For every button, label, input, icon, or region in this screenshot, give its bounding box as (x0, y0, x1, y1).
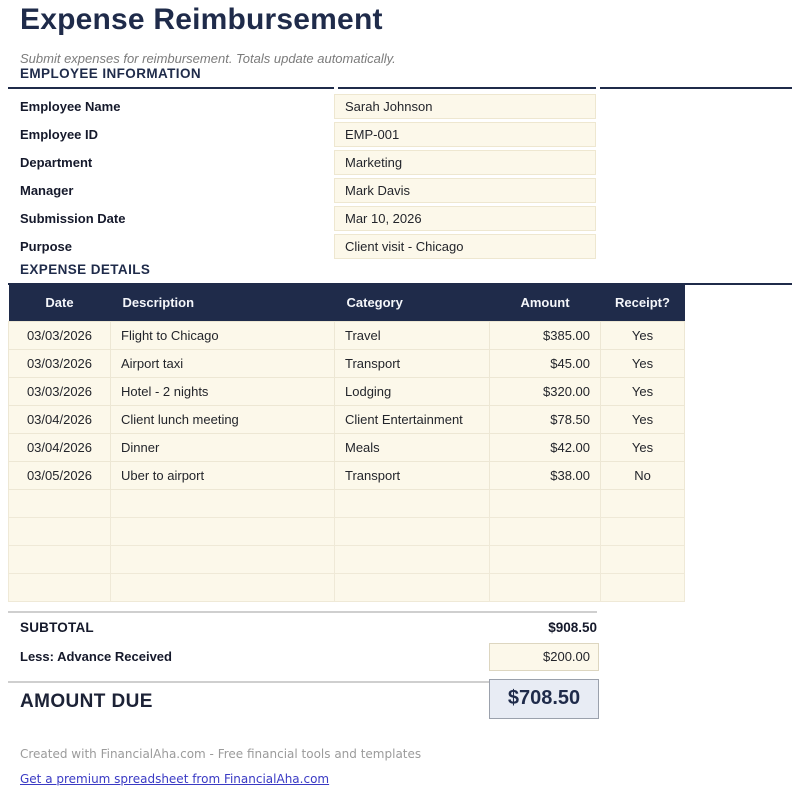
expense-cell-empty[interactable] (111, 517, 335, 545)
expense-cell-empty[interactable] (9, 573, 111, 601)
advance-received-row (8, 643, 792, 671)
department-input[interactable] (334, 150, 596, 175)
field-row-submission-date (8, 206, 792, 231)
amount-due-label: AMOUNT DUE (20, 690, 153, 712)
expense-cell-amount[interactable]: $385.00 (490, 321, 601, 349)
expense-cell-amount[interactable]: $78.50 (490, 405, 601, 433)
amount-due-row (8, 679, 792, 727)
expense-cell-empty[interactable] (111, 545, 335, 573)
expense-cell-empty[interactable] (335, 545, 490, 573)
expense-row-empty (9, 517, 685, 545)
expense-row (9, 405, 685, 433)
expense-cell-empty[interactable] (9, 489, 111, 517)
expense-cell-empty[interactable] (490, 517, 601, 545)
expense-cell-empty[interactable] (9, 517, 111, 545)
expense-cell-category[interactable]: Lodging (335, 377, 490, 405)
expense-cell-description[interactable]: Flight to Chicago (111, 321, 335, 349)
totals-section (8, 611, 792, 727)
page-footer (20, 747, 792, 787)
expense-cell-date[interactable]: 03/05/2026 (9, 461, 111, 489)
employee-information-section (8, 66, 792, 259)
expense-row (9, 433, 685, 461)
expense-cell-description[interactable]: Dinner (111, 433, 335, 461)
expense-cell-category[interactable]: Transport (335, 349, 490, 377)
expense-row-empty (9, 489, 685, 517)
column-header-amount: Amount (490, 285, 601, 321)
expense-cell-empty[interactable] (111, 573, 335, 601)
expense-cell-empty[interactable] (9, 545, 111, 573)
field-row-manager (8, 178, 792, 203)
employee-name-input[interactable] (334, 94, 596, 119)
manager-label: Manager (20, 183, 74, 198)
expense-details-section (8, 262, 792, 602)
expense-table-header-row (9, 285, 685, 321)
advance-received-label: Less: Advance Received (20, 649, 172, 664)
page-subtitle: Submit expenses for reimbursement. Totals update automatically. (20, 51, 396, 66)
department-label: Department (20, 155, 93, 170)
expense-row (9, 321, 685, 349)
expense-cell-description[interactable]: Airport taxi (111, 349, 335, 377)
expense-cell-amount[interactable]: $42.00 (490, 433, 601, 461)
column-header-description: Description (111, 285, 335, 321)
expense-row-empty (9, 573, 685, 601)
field-row-employee-id (8, 122, 792, 147)
expense-cell-description[interactable]: Uber to airport (111, 461, 335, 489)
expense-cell-date[interactable]: 03/03/2026 (9, 377, 111, 405)
expense-cell-empty[interactable] (335, 489, 490, 517)
expense-cell-description[interactable]: Hotel - 2 nights (111, 377, 335, 405)
expense-cell-empty[interactable] (335, 573, 490, 601)
expense-row (9, 461, 685, 489)
expense-cell-date[interactable]: 03/04/2026 (9, 433, 111, 461)
expense-cell-receipt[interactable]: Yes (601, 433, 685, 461)
employee-information-heading: EMPLOYEE INFORMATION (20, 66, 202, 81)
employee-id-input[interactable] (334, 122, 596, 147)
expense-cell-receipt[interactable]: No (601, 461, 685, 489)
expense-row-empty (9, 545, 685, 573)
expense-cell-empty[interactable] (601, 517, 685, 545)
column-header-receipt: Receipt? (601, 285, 685, 321)
column-header-category: Category (335, 285, 490, 321)
expense-cell-category[interactable]: Travel (335, 321, 490, 349)
expense-cell-empty[interactable] (490, 489, 601, 517)
expense-cell-empty[interactable] (490, 545, 601, 573)
expense-cell-amount[interactable]: $38.00 (490, 461, 601, 489)
field-row-department (8, 150, 792, 175)
expense-cell-date[interactable]: 03/03/2026 (9, 349, 111, 377)
expense-cell-category[interactable]: Client Entertainment (335, 405, 490, 433)
employee-id-label: Employee ID (20, 127, 99, 142)
expense-cell-description[interactable]: Client lunch meeting (111, 405, 335, 433)
field-row-employee-name (8, 94, 792, 119)
submission-date-label: Submission Date (20, 211, 126, 226)
expense-row (9, 349, 685, 377)
expense-cell-empty[interactable] (335, 517, 490, 545)
employee-section-divider (8, 87, 792, 89)
subtotal-row (8, 611, 597, 641)
expense-cell-receipt[interactable]: Yes (601, 349, 685, 377)
footer-credit-text: Created with FinancialAha.com - Free financial tools and templates (20, 746, 422, 761)
expense-cell-date[interactable]: 03/03/2026 (9, 321, 111, 349)
expense-cell-amount[interactable]: $320.00 (490, 377, 601, 405)
expense-cell-date[interactable]: 03/04/2026 (9, 405, 111, 433)
subtotal-value: $908.50 (548, 620, 597, 635)
employee-name-label: Employee Name (20, 99, 121, 114)
amount-due-value: $708.50 (489, 679, 599, 719)
page-title: Expense Reimbursement (20, 3, 383, 36)
expense-cell-category[interactable]: Meals (335, 433, 490, 461)
expense-cell-empty[interactable] (601, 545, 685, 573)
expense-cell-receipt[interactable]: Yes (601, 405, 685, 433)
expense-details-heading: EXPENSE DETAILS (20, 262, 151, 277)
expense-cell-receipt[interactable]: Yes (601, 377, 685, 405)
advance-received-input[interactable] (489, 643, 599, 671)
subtotal-label: SUBTOTAL (20, 620, 94, 635)
expense-table (8, 285, 685, 602)
expense-cell-empty[interactable] (111, 489, 335, 517)
footer-premium-link[interactable]: Get a premium spreadsheet from FinancialAha.com (20, 771, 330, 786)
purpose-label: Purpose (20, 239, 73, 254)
manager-input[interactable] (334, 178, 596, 203)
expense-cell-empty[interactable] (601, 573, 685, 601)
purpose-input[interactable] (334, 234, 596, 259)
column-header-date: Date (9, 285, 111, 321)
expense-cell-receipt[interactable]: Yes (601, 321, 685, 349)
expense-row (9, 377, 685, 405)
amount-due-divider (8, 681, 489, 683)
expense-cell-empty[interactable] (490, 573, 601, 601)
expense-cell-amount[interactable]: $45.00 (490, 349, 601, 377)
submission-date-input[interactable] (334, 206, 596, 231)
expense-cell-empty[interactable] (601, 489, 685, 517)
employee-fields (8, 94, 792, 259)
field-row-purpose (8, 234, 792, 259)
expense-cell-category[interactable]: Transport (335, 461, 490, 489)
